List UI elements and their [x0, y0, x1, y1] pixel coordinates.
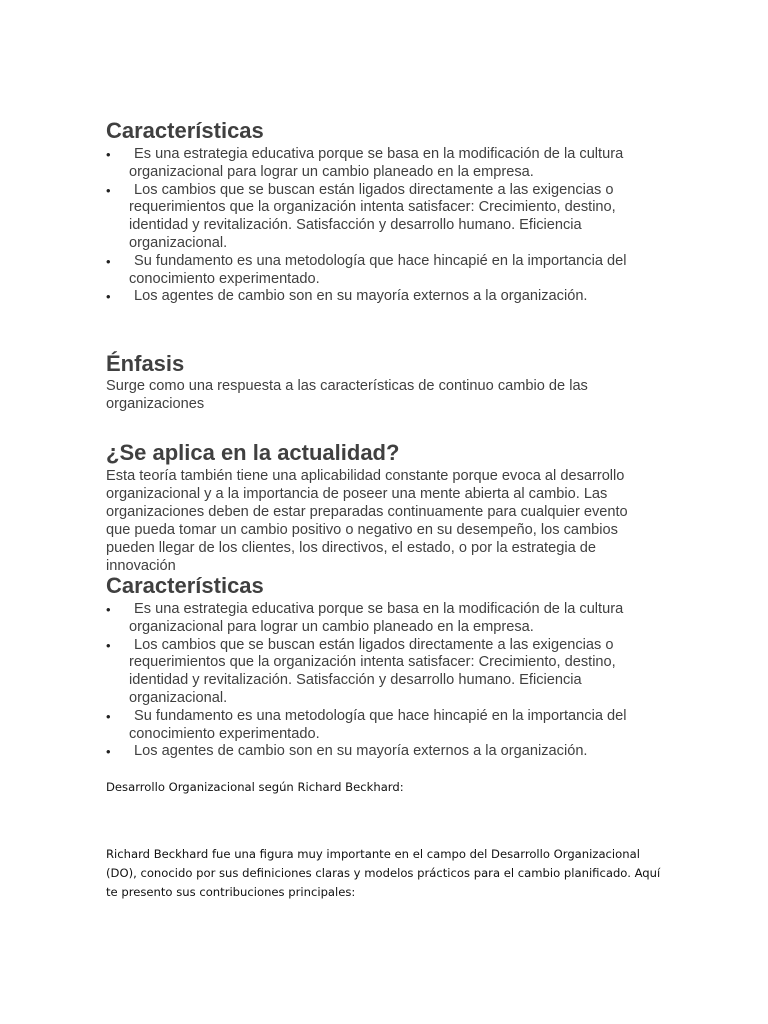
beckhard-paragraph: Richard Beckhard fue una figura muy importante en el campo del Desarrollo Organizacional (DO), conocido por sus definiciones claras y modelos prácticos para el cambio planificado. Aquí te presento sus contribuciones principales:: [106, 847, 661, 899]
bullet-icon: •: [106, 602, 111, 617]
beckhard-title: Desarrollo Organizacional según Richard Beckhard:: [106, 780, 404, 794]
enfasis-paragraph: Surge como una respuesta a las características de continuo cambio de las organizaciones: [106, 378, 588, 412]
caracteristicas-list: [106, 146, 646, 306]
list-item: • Su fundamento es una metodología que hace hincapié en la importancia del conocimiento experimentado.: [106, 252, 627, 287]
section-heading-actualidad: ¿Se aplica en la actualidad?: [106, 440, 400, 465]
bullet-icon: •: [106, 708, 111, 724]
caracteristicas-list-2: [106, 601, 646, 761]
bullet-icon: •: [106, 147, 111, 162]
list-item: • Los agentes de cambio son en su mayoría externos a la organización.: [106, 288, 588, 305]
bullet-icon: •: [106, 637, 111, 653]
actualidad-paragraph: Esta teoría también tiene una aplicabilidad constante porque evoca al desarrollo organizacional y a la importancia de poseer una mente abierta al cambio. Las organizaciones deben de estar preparadas continuamente para cualquier evento que pueda tomar un cambio positivo o negativo en su desempeño, los cambios pueden llegar de los clientes, los directivos, el estado, o por la estrategia de innovación: [106, 468, 628, 574]
bullet-icon: •: [106, 289, 111, 305]
list-item: • Es una estrategia educativa porque se basa en la modificación de la cultura organizacional para lograr un cambio planeado en la empresa.: [106, 146, 624, 180]
list-item: • Es una estrategia educativa porque se basa en la modificación de la cultura organizacional para lograr un cambio planeado en la empresa.: [106, 601, 624, 635]
section-heading-caracteristicas: Características: [106, 118, 264, 143]
section-heading-enfasis: Énfasis: [106, 351, 185, 376]
bullet-icon: •: [106, 182, 111, 198]
section-heading-caracteristicas-2: Características: [106, 573, 264, 598]
list-item: • Los cambios que se buscan están ligados directamente a las exigencias o requerimientos que la organización intenta satisfacer: Crecimiento, destino, identidad y revitalización. Satisfacción y desarrollo humano. Eficiencia organizacional.: [106, 636, 616, 706]
list-item: • Los agentes de cambio son en su mayoría externos a la organización.: [106, 743, 588, 760]
list-item: • Los cambios que se buscan están ligados directamente a las exigencias o requerimientos que la organización intenta satisfacer: Crecimiento, destino, identidad y revitalización. Satisfacción y desarrollo humano. Eficiencia organizacional.: [106, 181, 616, 251]
bullet-icon: •: [106, 253, 111, 269]
list-item: • Su fundamento es una metodología que hace hincapié en la importancia del conocimiento experimentado.: [106, 707, 627, 742]
bullet-icon: •: [106, 744, 111, 760]
